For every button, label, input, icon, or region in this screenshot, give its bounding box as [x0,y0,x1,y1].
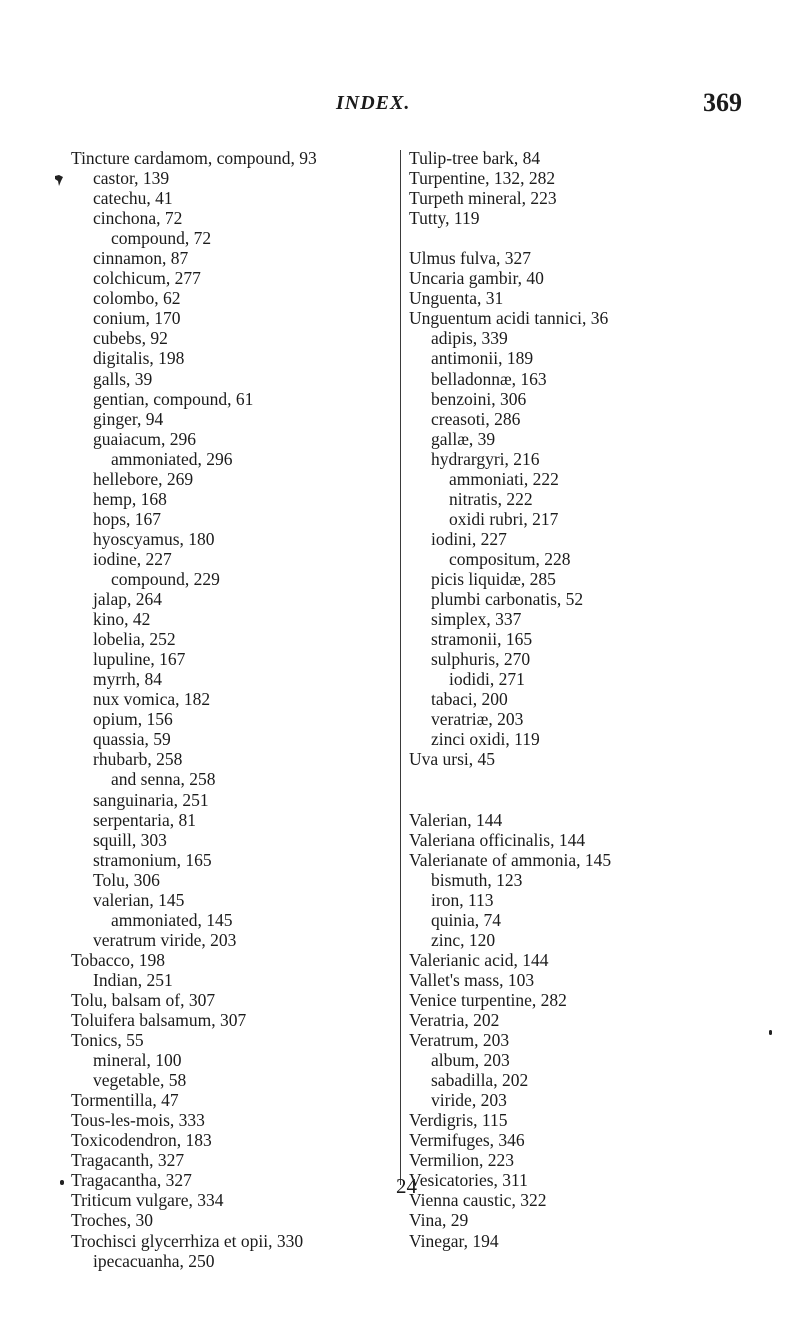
index-subentry: lupuline, 167 [93,649,186,670]
index-entry: Tutty, 119 [409,208,480,229]
index-subentry: bismuth, 123 [431,869,523,890]
index-entry: Vina, 29 [409,1210,469,1231]
index-entry: Valeriana officinalis, 144 [409,829,586,850]
index-entry: Turpentine, 132, 282 [409,168,556,189]
index-entry: Tincture cardamom, compound, 93 [71,148,317,168]
index-subentry: serpentaria, 81 [93,809,197,830]
blank-line [409,769,739,789]
index-subentry: quassia, 59 [93,729,171,750]
index-subentry: tabaci, 200 [431,689,508,710]
index-subentry: stramonium, 165 [93,849,212,870]
index-subentry: hellebore, 269 [93,468,194,489]
index-subentry: vegetable, 58 [93,1070,187,1091]
ink-dot [60,1180,64,1185]
index-subentry: hops, 167 [93,508,162,529]
index-subentry: myrrh, 84 [93,669,163,690]
index-subentry: picis liquidæ, 285 [431,568,556,589]
index-subentry: creasoti, 286 [431,408,521,429]
index-entry: Turpeth mineral, 223 [409,188,557,209]
index-subentry: gentian, compound, 61 [93,388,254,409]
index-entry: Tormentilla, 47 [71,1090,179,1111]
index-entry: Verdigris, 115 [409,1110,508,1131]
index-entry: Trochisci glycerrhiza et opii, 330 [71,1230,304,1251]
index-subentry: iodini, 227 [431,528,507,549]
index-subentry: hyoscyamus, 180 [93,528,215,549]
index-subentry: hemp, 168 [93,488,167,509]
index-subentry: Indian, 251 [93,969,173,990]
index-subentry: squill, 303 [93,829,167,850]
index-subentry: oxidi rubri, 217 [449,508,559,529]
index-subentry: valerian, 145 [93,889,185,910]
index-subentry: colchicum, 277 [93,268,201,289]
index-subentry: viride, 203 [431,1090,507,1111]
index-entry: Tous-les-mois, 333 [71,1110,205,1131]
index-subentry: antimonii, 189 [431,348,534,369]
index-entry: Troches, 30 [71,1210,153,1231]
index-subentry: ammoniated, 145 [111,909,233,930]
index-subentry: simplex, 337 [431,609,522,630]
index-subentry: cinnamon, 87 [93,248,189,269]
index-entry: Veratria, 202 [409,1010,500,1031]
column-rule [400,150,401,1185]
index-subentry: opium, 156 [93,709,173,730]
index-subentry: cubebs, 92 [93,328,168,349]
index-subentry: plumbi carbonatis, 52 [431,589,584,610]
index-subentry: ammoniati, 222 [449,468,559,489]
index-subentry: adipis, 339 [431,328,508,349]
blank-line [409,228,739,248]
index-subentry: belladonnæ, 163 [431,368,547,389]
ink-blot-icon [54,174,64,187]
left-column [71,148,397,1271]
index-subentry: castor, 139 [93,168,170,189]
index-subentry: veratrum viride, 203 [93,929,237,950]
index-entry: Tonics, 55 [71,1030,144,1051]
index-subentry: conium, 170 [93,308,181,329]
index-subentry: veratriæ, 203 [431,709,524,730]
index-entry: Vesicatories, 311 [409,1170,528,1191]
index-entry: Veratrum, 203 [409,1030,510,1051]
index-entry: Tolu, balsam of, 307 [71,989,216,1010]
index-entry: Tobacco, 198 [71,949,166,970]
index-subentry: and senna, 258 [111,769,216,790]
ink-dot [769,1030,772,1035]
index-subentry: compound, 229 [111,568,220,589]
index-entry: Vallet's mass, 103 [409,969,535,990]
index-subentry: jalap, 264 [93,589,163,610]
index-subentry: lobelia, 252 [93,629,176,650]
index-subentry: nux vomica, 182 [93,689,211,710]
index-subentry: cinchona, 72 [93,208,183,229]
index-subentry: iodidi, 271 [449,669,525,690]
index-entry: Valerian, 144 [409,809,503,830]
index-subentry: zinci oxidi, 119 [431,729,540,750]
index-entry: Venice turpentine, 282 [409,989,567,1010]
page-number: 369 [703,88,742,117]
index-subentry: gallæ, 39 [431,428,496,449]
index-subentry: sabadilla, 202 [431,1070,529,1091]
index-entry: Uva ursi, 45 [409,749,496,770]
index-subentry: rhubarb, 258 [93,749,183,770]
index-subentry: ginger, 94 [93,408,164,429]
index-subentry: compound, 72 [111,228,212,249]
index-entry: Valerianic acid, 144 [409,949,549,970]
running-title: INDEX. [336,92,411,114]
index-subentry: iron, 113 [431,889,494,910]
index-subentry: guaiacum, 296 [93,428,197,449]
index-entry: Tragacanth, 327 [71,1150,185,1171]
blank-line [409,790,739,810]
index-entry: Toxicodendron, 183 [71,1130,212,1151]
index-subentry: colombo, 62 [93,288,181,309]
index-entry: Ulmus fulva, 327 [409,248,532,269]
index-subentry: quinia, 74 [431,909,501,930]
index-subentry: ammoniated, 296 [111,448,233,469]
index-entry: Vinegar, 194 [409,1230,499,1251]
index-entry: Vermifuges, 346 [409,1130,525,1151]
index-entry: Tragacantha, 327 [71,1170,192,1191]
index-subentry: Tolu, 306 [93,869,160,890]
index-subentry: stramonii, 165 [431,629,533,650]
index-subentry: hydrargyri, 216 [431,448,540,469]
index-subentry: iodine, 227 [93,548,172,569]
index-subentry: ipecacuanha, 250 [93,1250,215,1271]
index-subentry: compositum, 228 [449,548,571,569]
index-entry: Tulip-tree bark, 84 [409,148,541,168]
index-entry: Vermilion, 223 [409,1150,514,1171]
index-subentry: sanguinaria, 251 [93,789,209,810]
index-entry: Triticum vulgare, 334 [71,1190,224,1211]
index-entry: Uncaria gambir, 40 [409,268,544,289]
index-subentry: benzoini, 306 [431,388,527,409]
index-subentry: catechu, 41 [93,188,173,209]
right-column [409,148,739,1251]
signature-mark: 24 [396,1174,417,1198]
index-subentry: nitratis, 222 [449,488,533,509]
index-subentry: mineral, 100 [93,1050,182,1071]
index-entry: Toluifera balsamum, 307 [71,1010,247,1031]
index-entry: Valerianate of ammonia, 145 [409,849,612,870]
index-entry: Vienna caustic, 322 [409,1190,547,1211]
index-subentry: sulphuris, 270 [431,649,531,670]
index-subentry: digitalis, 198 [93,348,185,369]
index-subentry: kino, 42 [93,609,151,630]
index-entry: Unguentum acidi tannici, 36 [409,308,609,329]
index-subentry: album, 203 [431,1050,510,1071]
index-subentry: galls, 39 [93,368,153,389]
index-subentry: zinc, 120 [431,929,496,950]
index-entry: Unguenta, 31 [409,288,504,309]
